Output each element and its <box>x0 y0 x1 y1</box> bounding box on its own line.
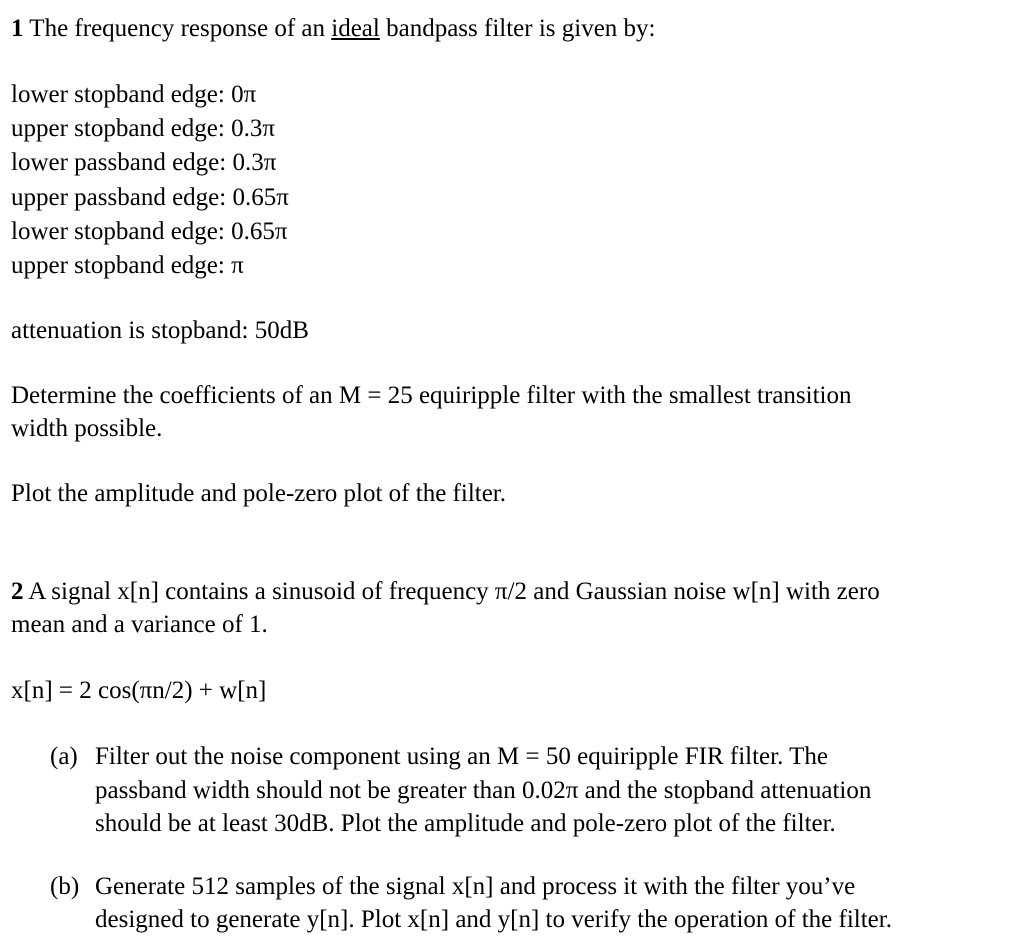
plot-instruction: Plot the amplitude and pole-zero plot of the filter. <box>11 480 507 507</box>
part-a-line: should be at least 30dB. Plot the amplitude and pole-zero plot of the filter. <box>95 810 836 837</box>
problem-1-intro-emphasis: ideal <box>331 15 380 42</box>
problem-1-number: 1 <box>11 15 24 42</box>
part-b-line: Generate 512 samples of the signal x[n] and process it with the filter you’ve <box>95 873 856 900</box>
part-b-label: (b) <box>50 873 80 900</box>
task-line-1: Determine the coefficients of an M = 25 equiripple filter with the smallest transition <box>11 382 852 409</box>
problem-2-intro-line-1: A signal x[n] contains a sinusoid of frequency π/2 and Gaussian noise w[n] with zero <box>23 578 880 605</box>
part-b-line: designed to generate y[n]. Plot x[n] and y[n] to verify the operation of the filter. <box>95 906 892 933</box>
problem-2-number: 2 <box>11 578 24 605</box>
spec-line: lower stopband edge: 0.65π <box>11 218 288 245</box>
spec-line: upper passband edge: 0.65π <box>11 184 289 211</box>
problem-2-intro-line-2: mean and a variance of 1. <box>11 611 268 638</box>
problem-1-intro-before: The frequency response of an <box>23 15 332 42</box>
part-a-line: Filter out the noise component using an M = 50 equiripple FIR filter. The <box>95 743 828 770</box>
part-a-line: passband width should not be greater than 0.02π and the stopband attenuation <box>95 777 872 804</box>
spec-line: lower stopband edge: 0π <box>11 81 257 108</box>
signal-equation: x[n] = 2 cos(πn/2) + w[n] <box>11 677 267 704</box>
part-a-label: (a) <box>50 743 78 770</box>
problem-2-heading <box>11 577 880 607</box>
task-line-2: width possible. <box>11 415 163 442</box>
spec-line: upper stopband edge: 0.3π <box>11 115 275 142</box>
problem-1-heading <box>11 14 656 44</box>
problem-1-intro-after: bandpass filter is given by: <box>379 15 656 42</box>
attenuation-line: attenuation is stopband: 50dB <box>11 317 309 344</box>
spec-line: lower passband edge: 0.3π <box>11 149 277 176</box>
spec-line: upper stopband edge: π <box>11 252 244 279</box>
